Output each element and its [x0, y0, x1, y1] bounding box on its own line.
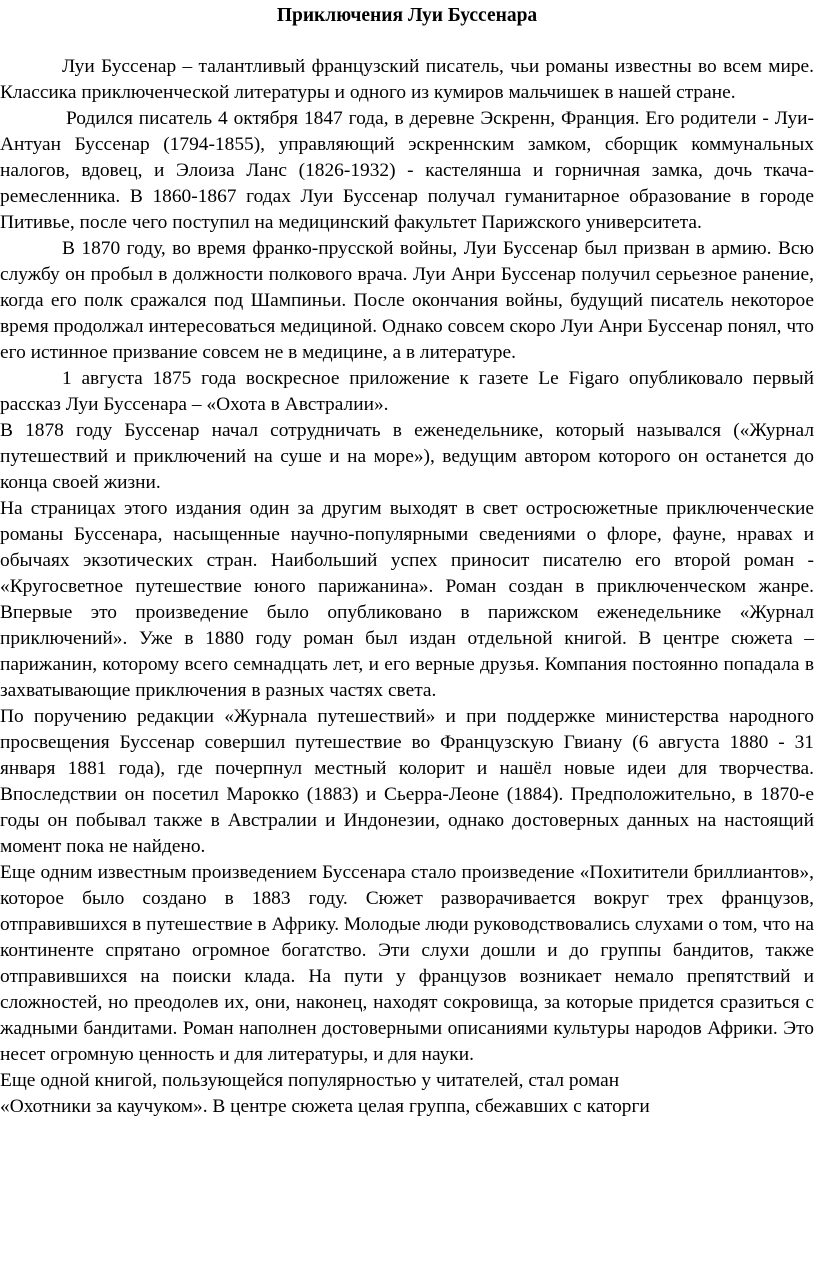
paragraph-diamond-thieves: Еще одним известным произведением Буссенара стало произведение «Похитители бриллиантов», которое было создано в 1883 году. Сюжет разворачивается вокруг трех французов, отправившихся в путешествие в Африку. Молодые люди руководствовались слухами о том, что на континенте спрятано огромное богатство. Эти слухи дошли и до группы бандитов, также отправившихся на поиски клада. На пути у французов возникает немало препятствий и сложностей, но преодолев их, они, наконец, находят сокровища, за которые придется сразиться с жадными бандитами. Роман наполнен достоверными описаниями культуры народов Африки. Это несет огромную ценность и для литературы, и для науки. — [0, 862, 814, 1065]
paragraph-rubber-hunters: «Охотники за каучуком». В центре сюжета целая группа, сбежавших с каторги — [0, 1096, 650, 1117]
document-title: Приключения Луи Буссенара — [276, 5, 538, 26]
paragraph-novels: На страницах этого издания один за другим выходят в свет остросюжетные приключенческие романы Буссенара, насыщенные научно-популярными сведениями о флоре, фауне, нравах и обычаях экзотических стран. Наибольший успех приносит писателю его второй роман - «Кругосветное путешествие юного парижанина». Роман создан в приключенческом жанре. Впервые это произведение было опубликовано в парижском еженедельнике «Журнал приключений». Уже в 1880 году роман был издан отдельной книгой. В центре сюжета – парижанин, которому всего семнадцать лет, и его верные друзья. Компания постоянно попадала в захватывающие приключения в разных частях света. — [0, 498, 814, 701]
paragraph-first-story: 1 августа 1875 года воскресное приложение к газете Le Figaro опубликовало первый рассказ Луи Буссенара – «Охота в Австралии». — [0, 368, 814, 415]
paragraph-journal: В 1878 году Буссенар начал сотрудничать в еженедельнике, который назывался («Журнал путешествий и приключений на суше и на море»), ведущим автором которого он останется до конца своей жизни. — [0, 420, 814, 493]
paragraph-intro: Луи Буссенар – талантливый французский писатель, чьи романы известны во всем мире. Классика приключенческой литературы и одного из кумиров мальчишек в нашей стране. — [0, 56, 814, 103]
paragraph-birth: Родился писатель 4 октября 1847 года, в деревне Эскренн, Франция. Его родители - Луи-Антуан Буссенар (1794-1855), управляющий эскреннским замком, сборщик коммунальных налогов, вдовец, и Элоиза Ланс (1826-1932) - кастелянша и горничная замка, дочь ткача-ремесленника. В 1860-1867 годах Луи Буссенар получал гуманитарное образование в городе Питивье, после чего поступил на медицинский факультет Парижского университета. — [0, 108, 814, 233]
paragraph-travels: По поручению редакции «Журнала путешествий» и при поддержке министерства народного просвещения Буссенар совершил путешествие во Французскую Гвиану (6 августа 1880 - 31 января 1881 года), где почерпнул местный колорит и нашёл новые идеи для творчества. Впоследствии он посетил Марокко (1883) и Сьерра-Леоне (1884). Предположительно, в 1870-е годы он побывал также в Австралии и Индонезии, однако достоверных данных на настоящий момент пока не найдено. — [0, 706, 814, 857]
paragraph-rubber-hunters-intro: Еще одной книгой, пользующейся популярностью у читателей, стал роман — [0, 1070, 620, 1091]
paragraph-war: В 1870 году, во время франко-прусской войны, Луи Буссенар был призван в армию. Всю службу он пробыл в должности полкового врача. Луи Анри Буссенар получил серьезное ранение, когда его полк сражался под Шампиньи. После окончания войны, будущий писатель некоторое время продолжал интересоваться медициной. Однако совсем скоро Луи Анри Буссенар понял, что его истинное призвание совсем не в медицине, а в литературе. — [0, 238, 814, 363]
